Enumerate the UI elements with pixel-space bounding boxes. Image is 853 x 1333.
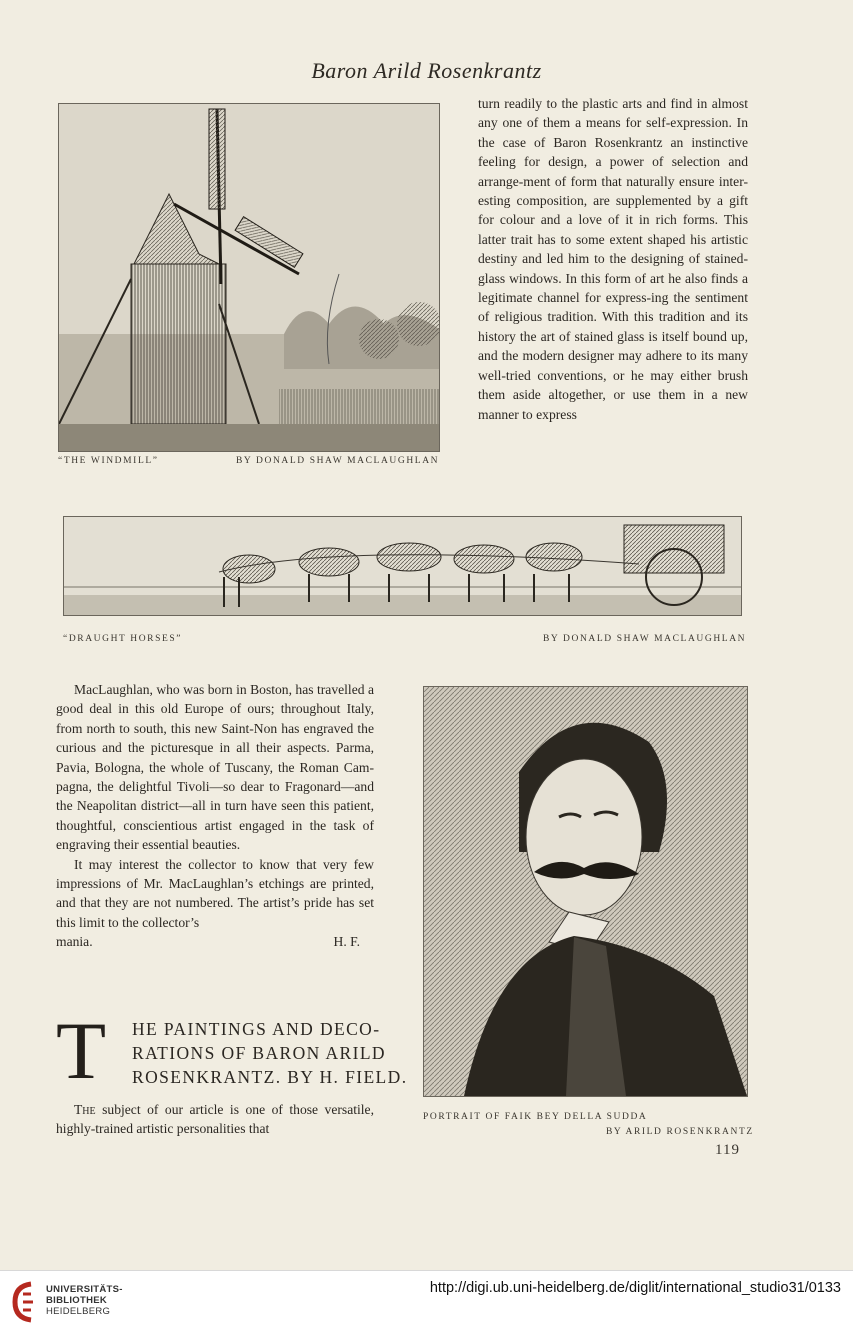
library-name-line-1: UNIVERSITÄTS- (46, 1284, 123, 1295)
article-title-line-3: ROSENKRANTZ. BY H. FIELD. (132, 1067, 408, 1087)
left-column-text (56, 680, 374, 952)
article-title-line-1: HE PAINTINGS AND DECO- (132, 1019, 381, 1039)
library-name (46, 1284, 123, 1317)
article-title-line-2: RATIONS OF BARON ARILD (132, 1043, 386, 1063)
source-url-link[interactable]: http://digi.ub.uni-heidelberg.de/diglit/international_studio31/0133 (429, 1280, 841, 1296)
maclaughlan-paragraph-2: It may interest the collector to know that very few impressions of Mr. MacLaughlan’s etchings are printed, and that they are not numbered. The artist’s pride has set this limit to the collector’s (56, 856, 374, 930)
windmill-caption-credit: BY DONALD SHAW MACLAUGHLAN (236, 456, 440, 466)
windmill-caption-title: “THE WINDMILL” (58, 456, 159, 466)
page-number: 119 (715, 1142, 740, 1158)
dropcap-letter: T (56, 1005, 107, 1096)
article-opening-text: subject of our article is one of those versatile, highly-trained artistic personalities that (56, 1102, 374, 1137)
digitization-footer (0, 1270, 853, 1333)
article-opening-paragraph (56, 1100, 374, 1139)
library-logo-icon (9, 1280, 39, 1324)
portrait-lithograph (423, 686, 748, 1097)
article-heading (56, 1005, 408, 1096)
author-signature: H. F. (333, 934, 360, 950)
closing-word: mania. (56, 934, 93, 950)
portrait-caption-credit: BY ARILD ROSENKRANTZ (606, 1127, 754, 1137)
windmill-etching (58, 103, 440, 452)
draught-horses-caption-credit: BY DONALD SHAW MACLAUGHLAN (543, 634, 747, 644)
article-lead-word: The (74, 1102, 96, 1117)
portrait-caption-title: PORTRAIT OF FAIK BEY DELLA SUDDA (423, 1112, 648, 1122)
right-column-paragraph: turn readily to the plastic arts and find in almost any one of them a means for self-expression. In the case of Baron Rosenkrantz an instinctive feeling for design, a power of selection and arrange-ment of form that naturally ensure inter-esting composition, are supplemented by a gift for colour and a love of it in rich forms. This latter trait has to some extent shaped his artistic destiny and led him to the designing of stained-glass windows. In this form of art he also finds a legitimate channel for express-ing the sentiment of religious tradition. With this tradition and its history the art of stained glass is itself bound up, and the modern designer may adhere to its many well-tried conventions, or he may either brush them aside altogether, or use them in a new manner to express (478, 96, 748, 422)
maclaughlan-paragraph-1: MacLaughlan, who was born in Boston, has travelled a good deal in this old Europe of ours; throughout Italy, from north to south, this new Saint-Non has engraved the curious and the picturesque in all their aspects. Parma, Pavia, Bologna, the whole of Tuscany, the Roman Cam-pagna, the delightful Tivoli—so dear to Fragonard—and the Neapolitan district—all in turn have seen this patient, thoughtful, conscientious artist engaged in the task of engraving their essential beauties. (56, 682, 374, 853)
signature-line (56, 932, 374, 951)
draught-horses-caption-title: “DRAUGHT HORSES” (63, 634, 183, 644)
draught-horses-etching (63, 516, 742, 616)
right-column-text (478, 94, 748, 424)
article-title (132, 1017, 408, 1089)
library-name-line-3: HEIDELBERG (46, 1306, 111, 1317)
library-name-line-2: BIBLIOTHEK (46, 1295, 108, 1306)
running-head: Baron Arild Rosenkrantz (311, 58, 542, 83)
